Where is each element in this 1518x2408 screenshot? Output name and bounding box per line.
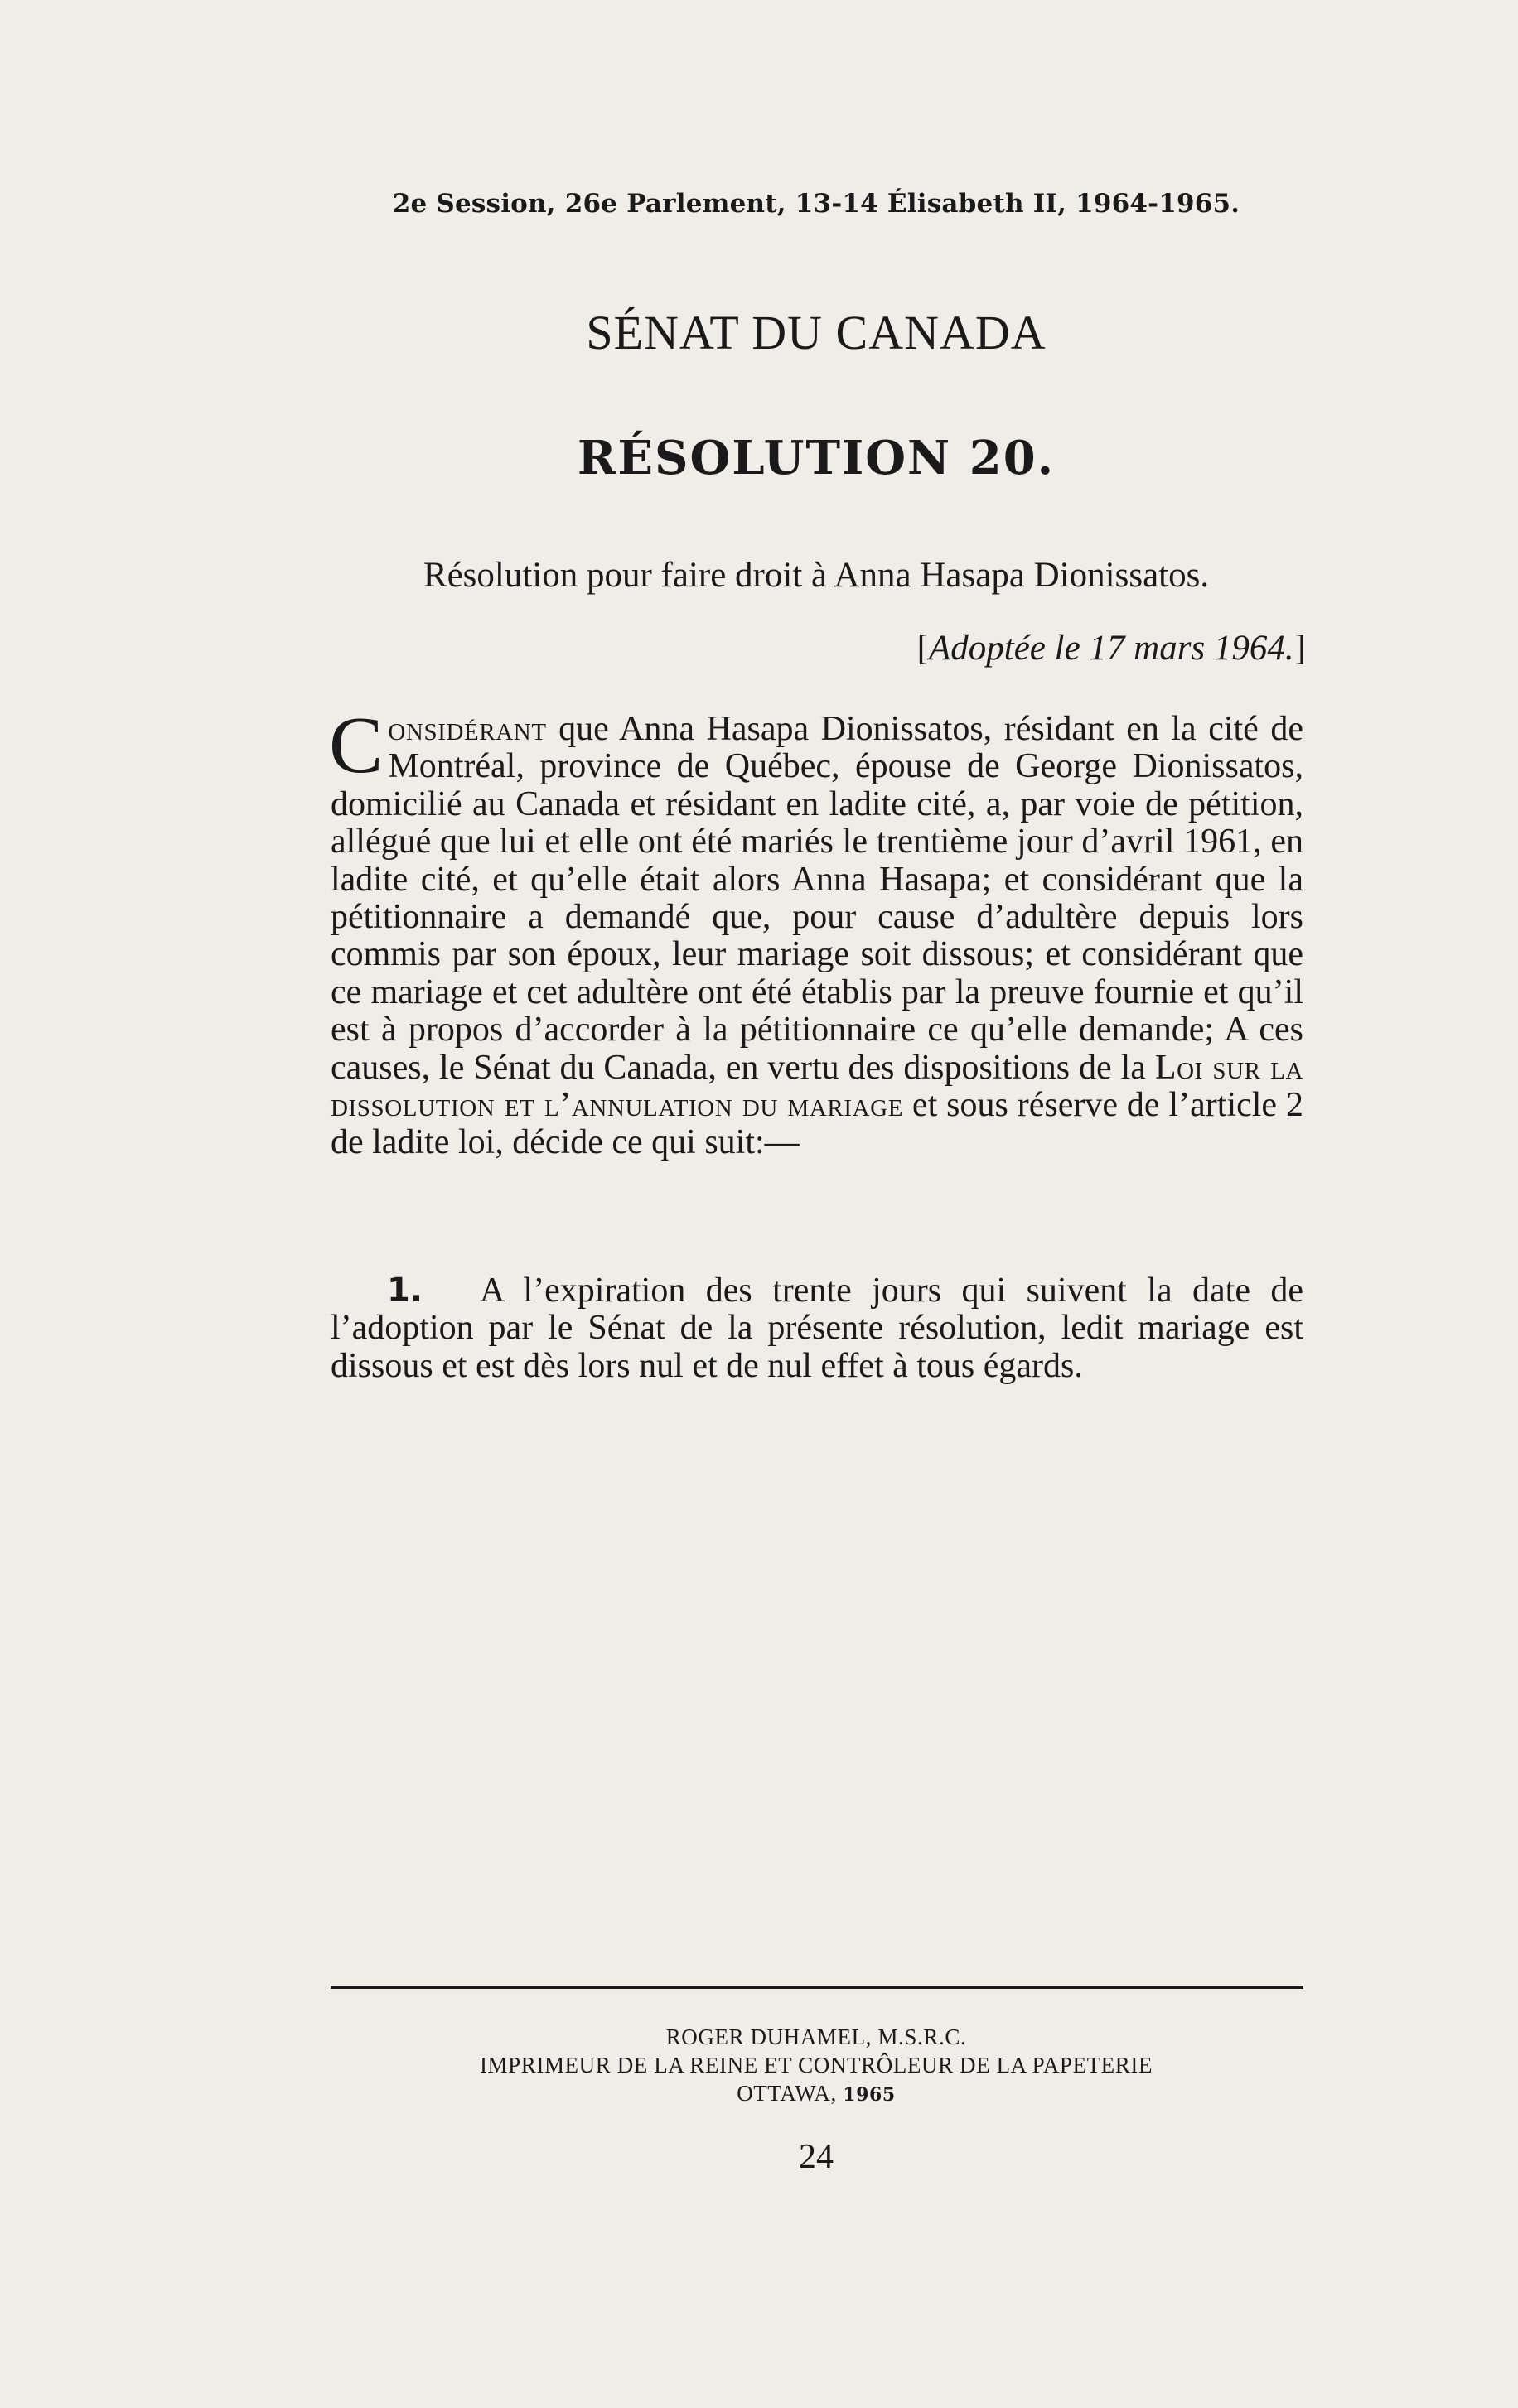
preamble-lead: onsidérant — [388, 710, 547, 748]
footer-divider — [331, 1986, 1303, 1989]
resolution-title: RÉSOLUTION 20. — [577, 431, 1056, 485]
clause-number: 1. — [387, 1272, 423, 1310]
adoption-bracket-close: ] — [1293, 629, 1306, 668]
printer-imprint — [0, 2023, 1518, 2109]
adoption-date-text: Adoptée le 17 mars 1964. — [928, 629, 1294, 668]
chamber-title: SÉNAT DU CANADA — [586, 306, 1047, 360]
clause-1 — [331, 1272, 1303, 1385]
page-number: 24 — [799, 2138, 834, 2176]
printer-city: OTTAWA, — [737, 2081, 844, 2106]
adoption-bracket-open: [ — [916, 629, 929, 668]
resolution-subtitle: Résolution pour faire droit à Anna Hasapa Dionissatos. — [423, 556, 1210, 595]
session-header: 2e Session, 26e Parlement, 13-14 Élisabeth II, 1964-1965. — [392, 189, 1240, 219]
printer-name: ROGER DUHAMEL, M.S.R.C. — [665, 2024, 967, 2049]
preamble-text-1: que Anna Hasapa Dionissatos, résidant en la cité de Montréal, province de Québec, épouse de George Dionissatos, domicilié au Canada et résidant en ladite cité, a, par voie de pétition, allégué que lui et elle ont été mariés le trentième jour d’avril 1961, en ladite cité, et qu’elle était alors Anna Hasapa; et considérant que la pétitionnaire a demandé que, pour cause d’adultère depuis lors commis par son époux, leur mariage soit dissous; et considérant que ce mariage et cet adultère ont été établis par la preuve fournie et qu’il est à propos d’accorder à la pétitionnaire ce qu’elle demande; A ces causes, le Sénat du Canada, en vertu des dispositions de la — [331, 710, 1303, 1087]
adoption-date — [917, 628, 1306, 668]
drop-cap: C — [329, 701, 384, 790]
preamble-text-2: et sous réserve de l’article 2 de ladite loi, décide ce qui suit:— — [331, 1086, 1303, 1162]
printer-title: IMPRIMEUR DE LA REINE ET CONTRÔLEUR DE LA PAPETERIE — [479, 2053, 1153, 2077]
act-title: Loi sur la dissolution et l’annulation du mariage — [331, 1048, 1304, 1125]
preamble-paragraph — [329, 701, 1304, 1162]
printer-year: 1965 — [843, 2084, 896, 2106]
printer-place — [0, 2079, 1518, 2109]
clause-text: A l’expiration des trente jours qui suivent la date de l’adoption par le Sénat de la présente résolution, ledit mariage est dissous et est dès lors nul et de nul effet à tous égards. — [331, 1272, 1303, 1385]
